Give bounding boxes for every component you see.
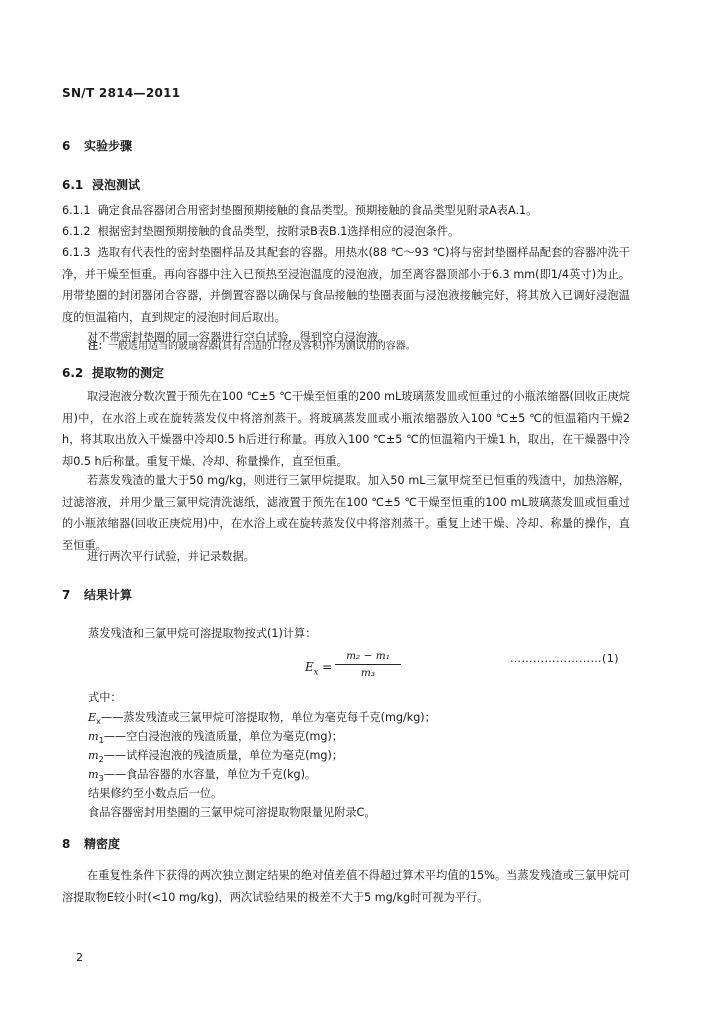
def-subscript: 1 [98, 736, 104, 746]
formula-equals: = [322, 660, 333, 674]
note [88, 339, 416, 355]
clause-6-1-2 [62, 221, 630, 243]
section-number: 6 [62, 139, 71, 153]
clause-number: 6.1.1 [62, 204, 91, 217]
section-title: 浸泡测试 [92, 178, 141, 192]
def-text: ——蒸发残渣或三氯甲烷可溶提取物，单位为毫克每千克(mg/kg)； [100, 711, 436, 724]
section-7-heading [62, 586, 132, 603]
extraction-paragraph-2: 若蒸发残渣的量大于50 mg/kg，则进行三氯甲烷提取。加入50 mL三氯甲烷至已恒重的残渣中，加热溶解，过滤溶液，并用少量三氯甲烷清洗滤纸，滤液置于预先在100 ℃±5 ℃干燥至恒重的100 mL玻璃蒸发皿或恒重过的小瓶浓缩器(回收正庚烷用)中，在水浴上或在旋转蒸发仪中将溶剂蒸干。重复上述干燥、冷却、称量的操作，直至恒重。 [62, 474, 630, 552]
def-symbol: m [88, 768, 99, 781]
rounding-rule: 结果修约至小数点后一位。 [88, 787, 223, 800]
section-number: 7 [62, 588, 71, 602]
clause-number: 6.1.3 [62, 246, 91, 259]
section-8-heading [62, 835, 120, 852]
extraction-paragraph-3: 进行两次平行试验，并记录数据。 [87, 550, 255, 563]
note-text: 一般选用适当的玻璃容器(具有合适的口径及容积)作为测试用的容器。 [108, 341, 416, 352]
section-6-1-heading [62, 176, 140, 193]
def-text: ——试样浸泡液的残渣质量，单位为毫克(mg)； [103, 749, 343, 762]
blank-test-paragraph: 对不带密封垫圈的同一容器进行空白试验，得到空白浸泡液。 [87, 331, 390, 344]
clause-number: 6.1.2 [62, 225, 91, 238]
note-label: 注： [88, 341, 108, 352]
def-subscript: 2 [98, 755, 104, 765]
page-number: 2 [76, 951, 83, 964]
formula-subscript: x [313, 667, 319, 677]
standard-number: SN/T 2814—2011 [62, 86, 181, 100]
equation-number: ……………………(1) [510, 652, 620, 665]
fraction-bar [335, 664, 401, 665]
limit-reference: 食品容器密封用垫圈的三氯甲烷可溶提取物限量见附录C。 [88, 806, 376, 819]
section-title: 结果计算 [84, 588, 133, 602]
formula-denominator: m₃ [360, 667, 376, 679]
def-symbol: m [88, 749, 99, 762]
section-6-heading [62, 137, 132, 154]
section-title: 实验步骤 [84, 139, 133, 153]
section-number: 6.1 [62, 178, 84, 192]
section-title: 提取物的测定 [92, 366, 165, 380]
def-subscript: x [96, 717, 101, 727]
clause-text: 根据密封垫圈预期接触的食品类型，按附录B表B.1选择相应的浸泡条件。 [97, 225, 460, 238]
formula-fraction [335, 650, 401, 679]
def-text: ——食品容器的水容量，单位为千克(kg)。 [103, 768, 317, 781]
section-6-2-heading [62, 364, 164, 381]
def-symbol: E [88, 711, 97, 724]
clause-6-1-3 [62, 242, 630, 328]
formula-symbol: E [305, 660, 314, 674]
extraction-paragraph-1: 取浸泡液分数次置于预先在100 ℃±5 ℃干燥至恒重的200 mL玻璃蒸发皿或恒重过的小瓶浓缩器(回收正庚烷用)中，在水浴上或在旋转蒸发仪中将溶剂蒸干。将玻璃蒸发皿或小瓶浓缩器放入100 ℃±5 ℃的恒温箱内干燥2 h，将其取出放入干燥器中冷却0.5 h后进行称量。再放入100 ℃±5 ℃的恒温箱内干燥1 h，取出，在干燥器中冷却0.5 h后称量。重复干燥、冷却、称量操作，直至恒重。 [62, 390, 630, 468]
section-number: 6.2 [62, 366, 84, 380]
clause-text: 选取有代表性的密封垫圈样品及其配套的容器。用热水(88 ℃～93 ℃)将与密封垫圈样品配套的容器冲洗干净，并干燥至恒重。再向容器中注入已预热至浸泡温度的浸泡液，加至离容器顶部小于6.3 mm(即1/4英寸)为止。用带垫圈的封闭器闭合容器，并倒置容器以确保与食品接触的垫圈表面与浸泡液接触完好，将其放入已调好浸泡温度的恒温箱内，直到规定的浸泡时间后取出。 [62, 246, 630, 324]
formula-numerator: m₂ − m₁ [346, 650, 390, 662]
clause-text: 确定食品容器闭合用密封垫圈预期接触的食品类型。预期接触的食品类型见附录A表A.1。 [97, 204, 538, 217]
def-subscript: 3 [98, 774, 104, 784]
where-label: 式中： [88, 691, 122, 704]
precision-paragraph: 在重复性条件下获得的两次独立测定结果的绝对值差值不得超过算术平均值的15%。当蒸发残渣或三氯甲烷可溶提取物E较小时(<10 mg/kg)，两次试验结果的极差不大于5 mg/kg时可视为平行。 [62, 869, 630, 904]
section-title: 精密度 [84, 837, 121, 851]
def-symbol: m [88, 730, 99, 743]
clause-6-1-1 [62, 200, 630, 222]
section-number: 8 [62, 837, 71, 851]
def-text: ——空白浸泡液的残渣质量，单位为毫克(mg)； [103, 730, 343, 743]
formula-intro: 蒸发残渣和三氯甲烷可溶提取物按式(1)计算： [88, 627, 317, 640]
formula-lhs [305, 660, 332, 676]
